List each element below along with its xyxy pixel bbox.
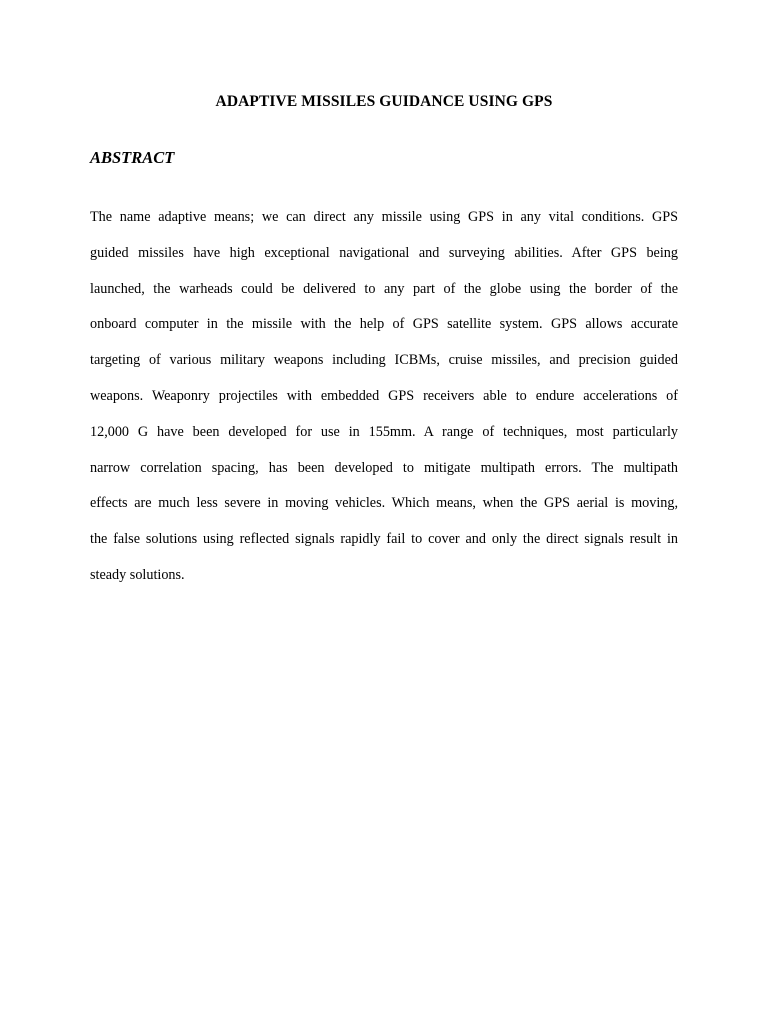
abstract-line: narrow correlation spacing, has been developed to mitigate multipath errors. The multipath [90, 459, 678, 476]
abstract-line: 12,000 G have been developed for use in 155mm. A range of techniques, most particularly [90, 423, 678, 440]
abstract-line: effects are much less severe in moving vehicles. Which means, when the GPS aerial is moving, [90, 495, 678, 512]
abstract-line: the false solutions using reflected signals rapidly fail to cover and only the direct signals result in [90, 531, 678, 548]
abstract-paragraph [90, 200, 678, 594]
abstract-line: The name adaptive means; we can direct any missile using GPS in any vital conditions. GPS [90, 209, 678, 225]
document-title: ADAPTIVE MISSILES GUIDANCE USING GPS [215, 93, 553, 110]
abstract-line: steady solutions. [90, 566, 185, 583]
abstract-line: targeting of various military weapons including ICBMs, cruise missiles, and precision guided [90, 352, 678, 369]
abstract-line: weapons. Weaponry projectiles with embedded GPS receivers able to endure accelerations of [90, 387, 678, 404]
abstract-line: onboard computer in the missile with the help of GPS satellite system. GPS allows accurate [90, 316, 678, 333]
abstract-line: launched, the warheads could be delivered to any part of the globe using the border of the [90, 280, 678, 297]
abstract-line: guided missiles have high exceptional navigational and surveying abilities. After GPS being [90, 244, 678, 261]
abstract-heading: ABSTRACT [90, 148, 175, 167]
